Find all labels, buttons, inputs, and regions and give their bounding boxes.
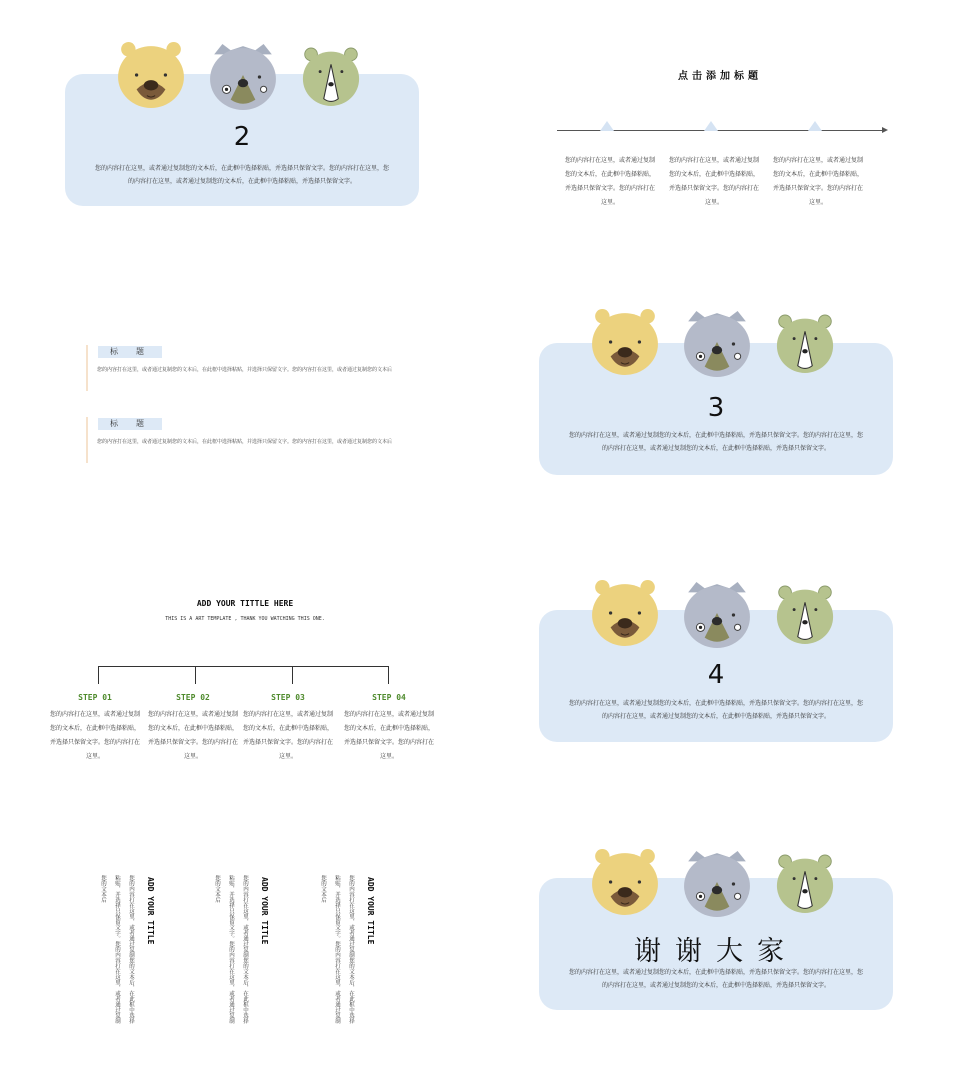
triangle-marker-icon	[808, 121, 822, 131]
slide-3	[480, 271, 960, 542]
body-text: 您的内容打在这里，或者通过复制您的文本后，在此框中选择粘贴，并选择只保留文字。您的内容打在这里，您的内容打在这里，或者通过复制您的文本后，在此框中选择粘贴，并选择只保留文字。	[569, 432, 864, 452]
timeline-text: 您的内容打在这里，或者通过复制您的文本后，在此框中选择粘贴，并选择只保留文字。您的内容打在这里。	[773, 157, 864, 206]
yellow-bear-icon	[592, 307, 658, 377]
title-text: 您的内容打在这里，或者通过复制您的文本后，在此框中选择粘贴，并选择只保留文字。您的内容打在这里，或者通过复制您的文本后	[97, 367, 393, 373]
slide-4	[480, 542, 960, 813]
body-text: 您的内容打在这里，或者通过复制您的文本后，在此框中选择粘贴，并选择只保留文字。您的内容打在这里，您的内容打在这里，或者通过复制您的文本后，在此框中选择粘贴，并选择只保留文字。	[569, 969, 864, 989]
step-text: 您的内容打在这里，或者通过复制您的文本后，在此框中选择粘贴，并选择只保留文字。您的内容打在这里。	[243, 711, 334, 760]
connector-line	[388, 666, 389, 684]
gray-bear-icon	[684, 580, 750, 650]
connector-line	[292, 666, 293, 684]
accent-bar	[86, 417, 88, 463]
column-title: ADD YOUR TITLE	[260, 877, 269, 945]
title-text: 您的内容打在这里，或者通过复制您的文本后，在此框中选择粘贴，并选择只保留文字。您的内容打在这里，或者通过复制您的文本后	[97, 439, 393, 445]
connector-line	[195, 666, 196, 684]
green-bear-icon	[302, 42, 360, 112]
title-list-slide	[0, 271, 480, 542]
timeline-slide	[480, 0, 960, 271]
step-text: 您的内容打在这里，或者通过复制您的文本后，在此框中选择粘贴，并选择只保留文字。您的内容打在这里。	[344, 711, 435, 760]
gray-bear-icon	[684, 309, 750, 379]
title-tag: 标题	[98, 418, 162, 430]
step-text: 您的内容打在这里，或者通过复制您的文本后，在此框中选择粘贴，并选择只保留文字。您的内容打在这里。	[148, 711, 239, 760]
steps-slide	[0, 542, 480, 813]
gray-bear-icon	[684, 849, 750, 919]
slide-number: 4	[707, 660, 725, 690]
green-bear-icon	[776, 309, 834, 379]
column-text: 您的内容打在这里，或者通过复制您的文本后，在此框中选择粘贴，并选择只保留文字。您的内容打在这里，或者通过复制您的文本后	[320, 875, 354, 1024]
bear-group	[592, 578, 842, 654]
step-text: 您的内容打在这里，或者通过复制您的文本后，在此框中选择粘贴，并选择只保留文字。您的内容打在这里。	[50, 711, 141, 760]
accent-bar	[86, 345, 88, 391]
column-title: ADD YOUR TITLE	[366, 877, 375, 945]
connector-line	[98, 666, 389, 667]
thanks-slide	[480, 813, 960, 1084]
steps-subtitle: THIS IS A ART TEMPLATE , THANK YOU WATCHING THIS ONE.	[165, 616, 325, 622]
connector-line	[98, 666, 99, 684]
vertical-text-slide	[0, 813, 480, 1084]
thanks-title: 谢谢大家	[634, 936, 798, 967]
step-label: STEP 04	[372, 693, 406, 702]
triangle-marker-icon	[704, 121, 718, 131]
bear-group	[118, 40, 368, 116]
yellow-bear-icon	[118, 40, 184, 110]
body-text: 您的内容打在这里，或者通过复制您的文本后，在此框中选择粘贴，并选择只保留文字。您的内容打在这里，您的内容打在这里，或者通过复制您的文本后，在此框中选择粘贴，并选择只保留文字。	[569, 700, 864, 720]
timeline-text: 您的内容打在这里，或者通过复制您的文本后，在此框中选择粘贴，并选择只保留文字。您的内容打在这里。	[669, 157, 760, 206]
timeline-text: 您的内容打在这里，或者通过复制您的文本后，在此框中选择粘贴，并选择只保留文字。您的内容打在这里。	[565, 157, 656, 206]
yellow-bear-icon	[592, 578, 658, 648]
slide-number: 3	[707, 393, 725, 423]
green-bear-icon	[776, 580, 834, 650]
column-text: 您的内容打在这里，或者通过复制您的文本后，在此框中选择粘贴，并选择只保留文字。您的内容打在这里，或者通过复制您的文本后	[214, 875, 248, 1024]
step-label: STEP 02	[176, 693, 210, 702]
green-bear-icon	[776, 849, 834, 919]
steps-title[interactable]: ADD YOUR TITTLE HERE	[196, 599, 294, 608]
yellow-bear-icon	[592, 847, 658, 917]
triangle-marker-icon	[600, 121, 614, 131]
slide-number: 2	[233, 122, 251, 152]
bear-group	[592, 847, 842, 923]
column-title: ADD YOUR TITLE	[146, 877, 155, 945]
timeline-title[interactable]: 点击添加标题	[678, 71, 762, 82]
slide-2	[0, 0, 480, 271]
arrow-right-icon	[882, 127, 888, 133]
title-tag: 标题	[98, 346, 162, 358]
bear-group	[592, 307, 842, 383]
body-text: 您的内容打在这里，或者通过复制您的文本后，在此框中选择粘贴，并选择只保留文字。您的内容打在这里，您的内容打在这里，或者通过复制您的文本后，在此框中选择粘贴，并选择只保留文字。	[95, 165, 390, 185]
step-label: STEP 01	[78, 693, 112, 702]
gray-bear-icon	[210, 42, 276, 112]
step-label: STEP 03	[271, 693, 305, 702]
column-text: 您的内容打在这里，或者通过复制您的文本后，在此框中选择粘贴，并选择只保留文字。您的内容打在这里，或者通过复制您的文本后	[100, 875, 134, 1024]
